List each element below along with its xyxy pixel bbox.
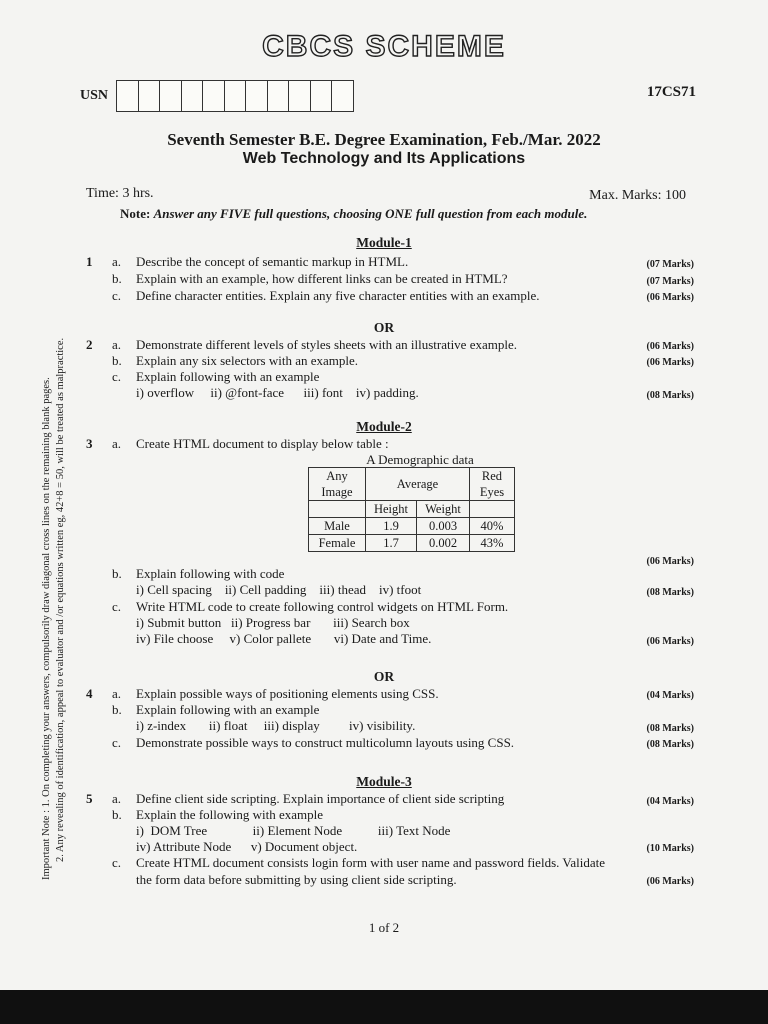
sub-label: a.	[112, 254, 122, 269]
question-text: Explain the following with example	[136, 807, 324, 822]
question-text: Explain following with an example	[136, 702, 320, 717]
question-items: iv) Attribute Node v) Document object.	[136, 839, 358, 854]
question-text: Describe the concept of semantic markup in HTML.	[136, 254, 409, 269]
marks: (08 Marks)	[646, 739, 694, 750]
usn-box	[224, 80, 247, 112]
table-cell: 1.9	[366, 518, 417, 535]
question-text: Write HTML code to create following control widgets on HTML Form.	[136, 599, 509, 614]
table-cell: 43%	[470, 535, 515, 552]
question-text: Explain following with an example	[136, 369, 320, 384]
marks: (08 Marks)	[646, 723, 694, 734]
table-cell	[309, 501, 366, 518]
sub-label: c.	[112, 369, 122, 384]
sub-label: c.	[112, 599, 122, 614]
question-text: Explain with an example, how different links can be created in HTML?	[136, 271, 508, 286]
question-items: iv) File choose v) Color pallete vi) Date and Time.	[136, 631, 432, 646]
exam-title: Seventh Semester B.E. Degree Examination, Feb./Mar. 2022	[167, 130, 601, 149]
question-items: i) Cell spacing ii) Cell padding iii) thead iv) tfoot	[136, 582, 422, 597]
question-number: 4	[86, 686, 93, 701]
table-header-cell: Red Eyes	[470, 468, 515, 501]
question-text: Create HTML document consists login form with user name and password fields. Validate	[136, 855, 605, 870]
usn-label: USN	[80, 88, 109, 103]
table-caption: A Demographic data	[366, 452, 474, 467]
marks: (06 Marks)	[646, 292, 694, 303]
sub-label: a.	[112, 337, 122, 352]
subject-code: 17CS71	[646, 84, 696, 100]
table-cell: Male	[309, 518, 366, 535]
marks: (08 Marks)	[646, 390, 694, 401]
table-header-cell: Any Image	[309, 468, 366, 501]
table-cell: 40%	[470, 518, 515, 535]
sub-label: b.	[112, 807, 122, 822]
question-items: i) z-index ii) float iii) display iv) visibility.	[136, 718, 416, 733]
side-note-line2: 2. Any revealing of identification, appeal to evaluator and /or equations written eg, 42+8 = 50, will be treated as malpractice.	[55, 337, 66, 862]
marks: (06 Marks)	[646, 636, 694, 647]
marks: (06 Marks)	[646, 556, 694, 567]
demographic-table	[308, 467, 515, 552]
table-cell: 0.002	[417, 535, 470, 552]
marks: (04 Marks)	[646, 796, 694, 807]
table-cell: 1.7	[366, 535, 417, 552]
question-number: 5	[86, 791, 93, 806]
question-number: 2	[86, 337, 93, 352]
sub-label: a.	[112, 436, 122, 451]
sub-label: b.	[112, 702, 122, 717]
question-items: i) DOM Tree ii) Element Node iii) Text Node	[136, 823, 451, 838]
module-3-heading: Module-3	[356, 774, 412, 789]
scheme-banner: CBCS SCHEME	[262, 30, 506, 63]
usn-box	[138, 80, 161, 112]
scan-dark-edge	[0, 990, 768, 1024]
module-1-heading: Module-1	[356, 235, 412, 250]
sub-label: a.	[112, 686, 122, 701]
sub-label: c.	[112, 735, 122, 750]
time-allowed: Time: 3 hrs.	[86, 186, 154, 201]
marks: (06 Marks)	[646, 876, 694, 887]
page-number: 1 of 2	[368, 920, 400, 935]
question-text: Demonstrate different levels of styles sheets with an illustrative example.	[136, 337, 517, 352]
sub-label: b.	[112, 566, 122, 581]
usn-box	[202, 80, 225, 112]
usn-box	[331, 80, 354, 112]
usn-box	[159, 80, 182, 112]
marks: (07 Marks)	[646, 259, 694, 270]
sub-label: c.	[112, 288, 122, 303]
question-text: Explain any six selectors with an example.	[136, 353, 359, 368]
table-header-cell: Weight	[417, 501, 470, 518]
usn-box	[267, 80, 290, 112]
marks: (07 Marks)	[646, 276, 694, 287]
marks: (10 Marks)	[646, 843, 694, 854]
instructions-note	[120, 206, 587, 222]
table-cell	[470, 501, 515, 518]
table-cell: Female	[309, 535, 366, 552]
usn-box	[245, 80, 268, 112]
question-text: Create HTML document to display below table :	[136, 436, 389, 451]
question-text: the form data before submitting by using client side scripting.	[136, 872, 457, 887]
usn-box	[310, 80, 333, 112]
subject-title: Web Technology and Its Applications	[242, 150, 526, 167]
marks: (06 Marks)	[646, 357, 694, 368]
or-divider: OR	[373, 669, 395, 684]
table-header-cell: Height	[366, 501, 417, 518]
question-text: Demonstrate possible ways to construct multicolumn layouts using CSS.	[136, 735, 515, 750]
marks: (08 Marks)	[646, 587, 694, 598]
question-text: Explain possible ways of positioning elements using CSS.	[136, 686, 439, 701]
max-marks: Max. Marks: 100	[589, 188, 686, 203]
sub-label: c.	[112, 855, 122, 870]
note-text: Answer any FIVE full questions, choosing ONE full question from each module.	[153, 206, 588, 221]
sub-label: a.	[112, 791, 122, 806]
table-cell: 0.003	[417, 518, 470, 535]
table-header-cell: Average	[366, 468, 470, 501]
usn-box	[288, 80, 311, 112]
question-text: Define character entities. Explain any five character entities with an example.	[136, 288, 540, 303]
question-text: Define client side scripting. Explain importance of client side scripting	[136, 791, 505, 806]
note-label: Note:	[120, 206, 151, 221]
question-items: i) overflow ii) @font-face iii) font iv) padding.	[136, 385, 419, 400]
marks: (04 Marks)	[646, 690, 694, 701]
usn-box	[116, 80, 139, 112]
usn-boxes	[116, 80, 353, 112]
question-number: 1	[86, 254, 93, 269]
side-note-line1: Important Note : 1. On completing your answers, compulsorily draw diagonal cross lines on the remaining blank pages.	[41, 377, 52, 880]
or-divider: OR	[373, 320, 395, 335]
question-text: Explain following with code	[136, 566, 285, 581]
question-items: i) Submit button ii) Progress bar iii) Search box	[136, 615, 410, 630]
marks: (06 Marks)	[646, 341, 694, 352]
module-2-heading: Module-2	[356, 419, 412, 434]
sub-label: b.	[112, 271, 122, 286]
usn-box	[181, 80, 204, 112]
question-number: 3	[86, 436, 93, 451]
sub-label: b.	[112, 353, 122, 368]
